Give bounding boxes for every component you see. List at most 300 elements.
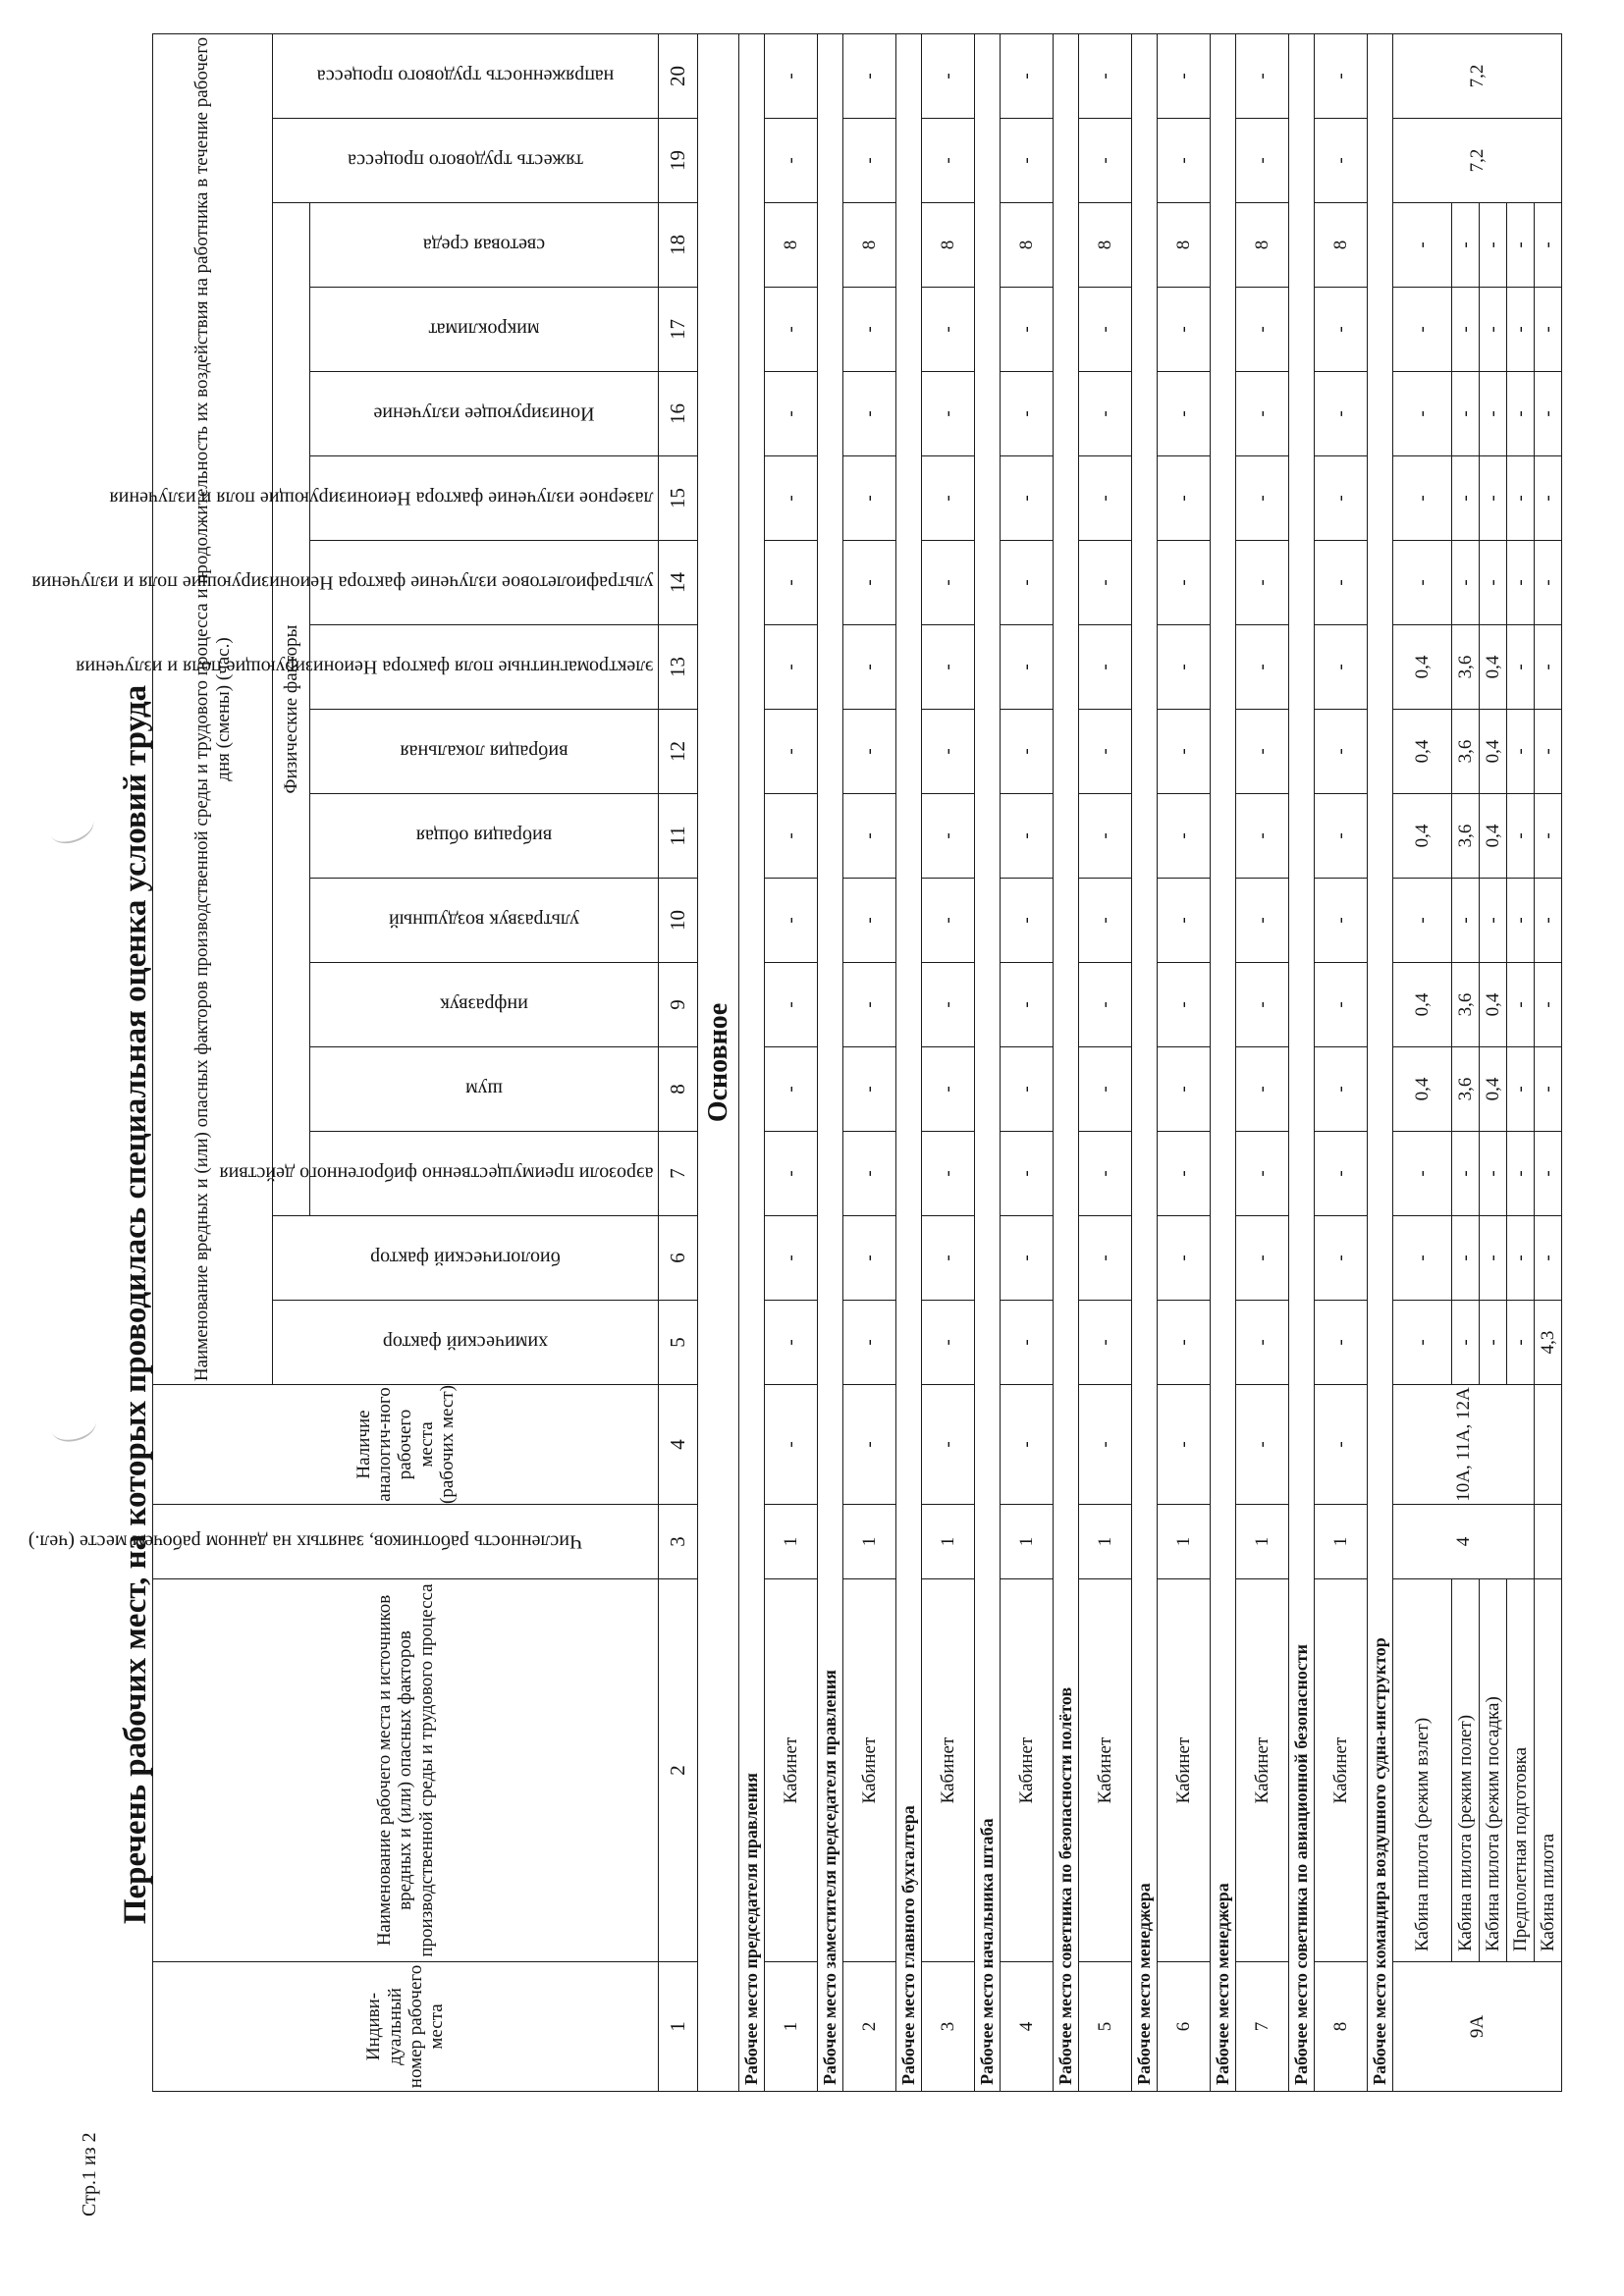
header-factor xyxy=(31,541,659,625)
factor-value: - xyxy=(1079,34,1132,119)
column-number: 9 xyxy=(659,963,698,1047)
factor-value: - xyxy=(1236,1047,1289,1132)
factor-value: - xyxy=(1393,372,1452,456)
factor-value: - xyxy=(1393,1301,1452,1385)
analog-workplace: - xyxy=(1158,1385,1211,1505)
factor-value: - xyxy=(1507,541,1535,625)
factor-value: - xyxy=(1236,710,1289,794)
factor-value: - xyxy=(1079,288,1132,372)
column-number: 12 xyxy=(659,710,698,794)
factor-value: - xyxy=(922,34,975,119)
source-name: Кабина пилота xyxy=(1535,1579,1562,1962)
workplace-id: 4 xyxy=(1001,1962,1054,2092)
factor-value: 3,6 xyxy=(1452,625,1480,710)
factor-value: - xyxy=(922,794,975,879)
header-factors-group: Наименование вредных и (или) опасных факторов производственной среды и трудового процесса и продолжительность их воздействия на работника в течение рабочего дня (смены) (час.) xyxy=(153,34,273,1385)
factor-value: - xyxy=(1315,1301,1368,1385)
factor-value: - xyxy=(922,1047,975,1132)
factor-value: - xyxy=(1393,203,1452,288)
factor-value: - xyxy=(765,288,818,372)
factor-value: - xyxy=(843,456,896,541)
header-name: Наименование рабочего места и источников вредных и (или) опасных факторов производственной среды и трудового процесса xyxy=(153,1579,659,1962)
factor-value: - xyxy=(765,1216,818,1301)
column-number: 6 xyxy=(659,1216,698,1301)
factor-value: - xyxy=(1079,625,1132,710)
worker-count: 1 xyxy=(1236,1505,1289,1579)
source-name: Кабинет xyxy=(843,1579,896,1962)
workplace-title: Рабочее место командира воздушного судна-инструктор xyxy=(1368,34,1393,2092)
factor-value: - xyxy=(765,963,818,1047)
factor-value: 4,3 xyxy=(1535,1301,1562,1385)
factor-value: - xyxy=(1079,794,1132,879)
workplace-data-row xyxy=(1480,34,1507,2092)
workplace-id: 1 xyxy=(765,1962,818,2092)
factor-value: - xyxy=(1507,456,1535,541)
factor-value: - xyxy=(1315,34,1368,119)
factor-value: - xyxy=(843,34,896,119)
factor-value: - xyxy=(765,1301,818,1385)
factor-value: - xyxy=(1236,119,1289,203)
header-factor xyxy=(310,794,659,879)
factor-value: - xyxy=(1315,541,1368,625)
column-number: 3 xyxy=(659,1505,698,1579)
factor-value: 0,4 xyxy=(1480,625,1507,710)
factor-value: - xyxy=(843,625,896,710)
header-factor xyxy=(273,1301,659,1385)
factor-value: - xyxy=(1480,541,1507,625)
workplace-data-row xyxy=(1001,34,1054,2092)
factor-value: - xyxy=(1315,963,1368,1047)
factor-value: - xyxy=(1079,119,1132,203)
header-factor-text: световая среда xyxy=(422,235,546,256)
factor-value: - xyxy=(922,288,975,372)
factor-value-napryazh: 7,2 xyxy=(1393,34,1562,119)
factor-value: - xyxy=(843,710,896,794)
source-name: Кабинет xyxy=(1236,1579,1289,1962)
column-number: 11 xyxy=(659,794,698,879)
factor-value: - xyxy=(1158,710,1211,794)
factor-value: 0,4 xyxy=(1480,1047,1507,1132)
workplace-id: 2 xyxy=(843,1962,896,2092)
factor-value: - xyxy=(1315,1047,1368,1132)
factor-value: - xyxy=(1452,203,1480,288)
factor-value: - xyxy=(1315,794,1368,879)
header-factor-text: микроклимат xyxy=(428,319,540,341)
factor-value: - xyxy=(922,1132,975,1216)
workplace-data-row xyxy=(1315,34,1368,2092)
factor-value: - xyxy=(1315,288,1368,372)
analog-workplace: - xyxy=(1315,1385,1368,1505)
factor-value: - xyxy=(1236,541,1289,625)
workplace-title: Рабочее место председателя правления xyxy=(739,34,765,2092)
factor-value: - xyxy=(1393,1132,1452,1216)
factor-value: - xyxy=(922,372,975,456)
factor-value: 0,4 xyxy=(1393,1047,1452,1132)
factor-value: - xyxy=(765,119,818,203)
factor-value: - xyxy=(1001,710,1054,794)
factor-value: - xyxy=(1315,456,1368,541)
column-number: 1 xyxy=(659,1962,698,2092)
factor-value: - xyxy=(843,1216,896,1301)
factor-value: - xyxy=(843,372,896,456)
worker-count: 1 xyxy=(1158,1505,1211,1579)
factor-value: - xyxy=(1535,203,1562,288)
workplace-title: Рабочее место заместителя председателя правления xyxy=(818,34,843,2092)
factor-value: - xyxy=(1507,1047,1535,1132)
analog-workplace: 10А, 11А, 12А xyxy=(1393,1385,1535,1505)
column-number: 18 xyxy=(659,203,698,288)
factor-value: - xyxy=(1079,710,1132,794)
header-analog: Наличие аналогич-ного рабочего места (рабочих мест) xyxy=(153,1385,659,1505)
factor-value: - xyxy=(1315,119,1368,203)
worker-count: 1 xyxy=(1001,1505,1054,1579)
factor-value: - xyxy=(1001,456,1054,541)
workplace-title: Рабочее место советника по безопасности полётов xyxy=(1054,34,1079,2092)
factor-value: - xyxy=(1079,963,1132,1047)
header-factor xyxy=(310,203,659,288)
workplace-title-row xyxy=(739,34,765,2092)
factor-value: 3,6 xyxy=(1452,794,1480,879)
factor-value: - xyxy=(1079,1132,1132,1216)
factor-value: 8 xyxy=(843,203,896,288)
factor-value: - xyxy=(1393,1216,1452,1301)
column-number-row xyxy=(659,34,698,2092)
factor-value: - xyxy=(1507,1132,1535,1216)
factor-value: 0,4 xyxy=(1393,963,1452,1047)
factor-value: - xyxy=(1480,1132,1507,1216)
factor-value: - xyxy=(1158,625,1211,710)
factor-value: - xyxy=(1001,372,1054,456)
document-title: Перечень рабочих мест, на которых проводилась специальная оценка условий труда xyxy=(118,684,153,1925)
workplace-data-row xyxy=(765,34,818,2092)
factor-value: - xyxy=(1507,203,1535,288)
analog-workplace xyxy=(1535,1385,1562,1505)
factor-value: - xyxy=(922,963,975,1047)
workplace-id: 8 xyxy=(1315,1962,1368,2092)
workplace-data-row xyxy=(1507,34,1535,2092)
factor-value: - xyxy=(765,541,818,625)
column-number: 19 xyxy=(659,119,698,203)
factor-value: - xyxy=(922,879,975,963)
workplace-title-row xyxy=(1211,34,1236,2092)
factor-value: - xyxy=(1158,456,1211,541)
factor-value: - xyxy=(1452,1216,1480,1301)
factor-value: - xyxy=(1315,879,1368,963)
factor-value: - xyxy=(1079,541,1132,625)
worker-count: 4 xyxy=(1393,1505,1535,1579)
header-factor xyxy=(273,119,659,203)
factor-value: - xyxy=(1535,625,1562,710)
factor-value: - xyxy=(1236,456,1289,541)
factor-value: 0,4 xyxy=(1480,963,1507,1047)
header-factor-text: аэрозоли преимущественно фиброгенного действия xyxy=(219,1163,654,1185)
factor-value: - xyxy=(1315,625,1368,710)
factor-value: - xyxy=(1535,456,1562,541)
factor-value: - xyxy=(1507,1216,1535,1301)
factor-value-tyazhest: 7,2 xyxy=(1393,119,1562,203)
section-banner-row xyxy=(698,34,739,2092)
factor-value: - xyxy=(1236,34,1289,119)
factor-value: - xyxy=(922,119,975,203)
column-number: 8 xyxy=(659,1047,698,1132)
header-factor xyxy=(310,879,659,963)
factor-value: - xyxy=(765,879,818,963)
factor-value: - xyxy=(1158,541,1211,625)
factor-value: - xyxy=(1158,794,1211,879)
workplace-data-row xyxy=(1236,34,1289,2092)
workplace-id: 7 xyxy=(1236,1962,1289,2092)
factor-value: - xyxy=(1393,879,1452,963)
factor-value: 0,4 xyxy=(1480,710,1507,794)
workplace-title: Рабочее место начальника штаба xyxy=(975,34,1001,2092)
factor-value: - xyxy=(1315,1216,1368,1301)
factor-value: - xyxy=(1236,1132,1289,1216)
factor-value: - xyxy=(765,1132,818,1216)
source-name: Кабина пилота (режим взлет) xyxy=(1393,1579,1452,1962)
factor-value: - xyxy=(1507,288,1535,372)
factor-value: - xyxy=(1452,1301,1480,1385)
factor-value: 8 xyxy=(765,203,818,288)
factor-value: - xyxy=(765,1047,818,1132)
factor-value: - xyxy=(1393,541,1452,625)
header-factor xyxy=(310,288,659,372)
factor-value: - xyxy=(1535,288,1562,372)
analog-workplace: - xyxy=(1001,1385,1054,1505)
factor-value: - xyxy=(1507,879,1535,963)
factor-value: - xyxy=(1236,963,1289,1047)
header-factor xyxy=(273,34,659,119)
factor-value: - xyxy=(1079,1047,1132,1132)
column-number: 13 xyxy=(659,625,698,710)
header-factor-text: биологический фактор xyxy=(370,1248,561,1269)
source-name: Кабина пилота (режим посадка) xyxy=(1480,1579,1507,1962)
analog-workplace: - xyxy=(1236,1385,1289,1505)
factor-value: - xyxy=(1507,1301,1535,1385)
factor-value: - xyxy=(765,456,818,541)
factor-value: 8 xyxy=(922,203,975,288)
worker-count: 1 xyxy=(843,1505,896,1579)
header-factor-text: тяжесть трудового процесса xyxy=(348,150,583,172)
factor-value: - xyxy=(843,1301,896,1385)
factor-value: - xyxy=(1236,1216,1289,1301)
factor-value: - xyxy=(1236,372,1289,456)
workplace-data-row xyxy=(1535,34,1562,2092)
factor-value: - xyxy=(1452,456,1480,541)
factor-value: - xyxy=(1535,879,1562,963)
factor-value: - xyxy=(1158,1047,1211,1132)
factor-value: - xyxy=(1480,1216,1507,1301)
factor-value: - xyxy=(1535,1132,1562,1216)
factor-value: - xyxy=(1079,1301,1132,1385)
factor-value: - xyxy=(1507,372,1535,456)
workplace-id: 6 xyxy=(1158,1962,1211,2092)
factor-value: - xyxy=(1001,1301,1054,1385)
factor-value: - xyxy=(1158,1301,1211,1385)
header-factor-text: напряженность трудового процесса xyxy=(316,66,615,87)
factor-value: - xyxy=(765,794,818,879)
factor-value: - xyxy=(1001,541,1054,625)
factor-value: - xyxy=(843,963,896,1047)
analog-workplace: - xyxy=(1079,1385,1132,1505)
factor-value: - xyxy=(1158,288,1211,372)
column-number: 15 xyxy=(659,456,698,541)
header-factor-text: лазерное излучение фактора Неионизирующие поля и излучения xyxy=(109,488,654,509)
header-factor-text: электромагнитные поля фактора Неионизирующие поля и излучения xyxy=(76,657,654,678)
analog-workplace: - xyxy=(922,1385,975,1505)
workplace-id: 3 xyxy=(922,1962,975,2092)
workplace-data-row xyxy=(1393,34,1452,2092)
factor-value: - xyxy=(1236,879,1289,963)
header-factor-text: шум xyxy=(465,1079,503,1100)
workplace-title-row xyxy=(1289,34,1315,2092)
workplace-title-row xyxy=(975,34,1001,2092)
factor-value: - xyxy=(1315,372,1368,456)
factor-value: - xyxy=(843,119,896,203)
header-factor xyxy=(273,1216,659,1301)
factor-value: - xyxy=(1452,541,1480,625)
factor-value: - xyxy=(1236,794,1289,879)
worker-count: 1 xyxy=(1315,1505,1368,1579)
factor-value: - xyxy=(765,625,818,710)
factor-value: - xyxy=(1452,879,1480,963)
source-name: Кабинет xyxy=(922,1579,975,1962)
factor-value: - xyxy=(1001,1216,1054,1301)
factor-value: - xyxy=(1315,710,1368,794)
header-row xyxy=(153,34,273,2092)
workplace-data-row xyxy=(843,34,896,2092)
header-factor-text: вибрация локальная xyxy=(400,741,568,763)
factor-value: 0,4 xyxy=(1393,625,1452,710)
factor-value: - xyxy=(1480,288,1507,372)
factor-value: - xyxy=(1535,710,1562,794)
workplace-title: Рабочее место советника по авиационной безопасности xyxy=(1289,34,1315,2092)
factor-value: - xyxy=(1001,34,1054,119)
workplace-title-row xyxy=(1368,34,1393,2092)
header-physical-group: Физические факторы xyxy=(273,203,310,1216)
factor-value: - xyxy=(1158,372,1211,456)
factor-value: - xyxy=(843,541,896,625)
column-number: 14 xyxy=(659,541,698,625)
factor-value: - xyxy=(1535,372,1562,456)
factor-value: - xyxy=(1535,963,1562,1047)
factor-value: - xyxy=(1393,456,1452,541)
header-factor-text: инфразвук xyxy=(440,994,528,1016)
factor-value: - xyxy=(922,625,975,710)
header-factor xyxy=(109,456,659,541)
column-number: 5 xyxy=(659,1301,698,1385)
source-name: Кабинет xyxy=(765,1579,818,1962)
header-count xyxy=(27,1505,659,1579)
workplace-title: Рабочее место главного бухгалтера xyxy=(896,34,922,2092)
header-factor xyxy=(219,1132,659,1216)
factor-value: - xyxy=(1507,625,1535,710)
factor-value: - xyxy=(1158,1132,1211,1216)
factor-value: - xyxy=(1236,1301,1289,1385)
column-number: 7 xyxy=(659,1132,698,1216)
factor-value: - xyxy=(1480,203,1507,288)
header-id: Индиви-дуальный номер рабочего места xyxy=(153,1962,659,2092)
page-number: Стр.1 из 2 xyxy=(79,2132,100,2216)
factor-value: - xyxy=(1158,34,1211,119)
source-name: Кабинет xyxy=(1158,1579,1211,1962)
factor-value: - xyxy=(922,710,975,794)
workplace-title: Рабочее место менеджера xyxy=(1211,34,1236,2092)
header-factor-text: Ионизирующее излучение xyxy=(373,403,595,425)
worker-count xyxy=(1535,1505,1562,1579)
factor-value: - xyxy=(1001,1132,1054,1216)
header-factor xyxy=(310,372,659,456)
factor-value: 3,6 xyxy=(1452,710,1480,794)
factor-value: - xyxy=(922,1301,975,1385)
workplace-title-row xyxy=(818,34,843,2092)
factor-value: - xyxy=(1452,372,1480,456)
factor-value: - xyxy=(1001,879,1054,963)
factor-value: 3,6 xyxy=(1452,1047,1480,1132)
factor-value: - xyxy=(1001,1047,1054,1132)
factor-value: - xyxy=(765,372,818,456)
header-factor-text: ультрафиолетовое излучение фактора Неионизирующие поля и излучения xyxy=(31,572,654,594)
analog-workplace: - xyxy=(765,1385,818,1505)
factor-value: 0,4 xyxy=(1393,794,1452,879)
workplace-id: 9А xyxy=(1393,1962,1562,2092)
factor-value: 8 xyxy=(1315,203,1368,288)
factor-value: - xyxy=(1480,456,1507,541)
workplace-title-row xyxy=(1054,34,1079,2092)
factor-value: - xyxy=(1079,372,1132,456)
header-factor xyxy=(310,963,659,1047)
worker-count: 1 xyxy=(1079,1505,1132,1579)
factor-value: - xyxy=(1315,1132,1368,1216)
factor-value: - xyxy=(1535,794,1562,879)
factor-value: 8 xyxy=(1236,203,1289,288)
factor-value: - xyxy=(1535,1047,1562,1132)
factor-value: - xyxy=(1158,1216,1211,1301)
factor-value: - xyxy=(1079,1216,1132,1301)
factor-value: 0,4 xyxy=(1480,794,1507,879)
worker-count: 1 xyxy=(765,1505,818,1579)
factor-value: - xyxy=(1001,794,1054,879)
factor-value: - xyxy=(1158,963,1211,1047)
factor-value: - xyxy=(1507,710,1535,794)
factor-value: - xyxy=(1480,1301,1507,1385)
source-name: Кабинет xyxy=(1001,1579,1054,1962)
workplace-title-row xyxy=(896,34,922,2092)
factor-value: 0,4 xyxy=(1393,710,1452,794)
workplace-id: 5 xyxy=(1079,1962,1132,2092)
column-number: 17 xyxy=(659,288,698,372)
header-factor-text: ультразвук воздушный xyxy=(389,910,579,932)
factor-value: - xyxy=(843,879,896,963)
factor-value: - xyxy=(843,288,896,372)
factor-value: - xyxy=(1236,625,1289,710)
factor-value: - xyxy=(765,34,818,119)
column-number: 10 xyxy=(659,879,698,963)
analog-workplace: - xyxy=(843,1385,896,1505)
factor-value: - xyxy=(1452,288,1480,372)
factor-value: - xyxy=(1001,963,1054,1047)
factor-value: 8 xyxy=(1079,203,1132,288)
factor-value: - xyxy=(843,1132,896,1216)
column-number: 16 xyxy=(659,372,698,456)
factor-value: - xyxy=(922,456,975,541)
factor-value: - xyxy=(922,541,975,625)
header-factor xyxy=(310,710,659,794)
source-name: Кабинет xyxy=(1315,1579,1368,1962)
factor-value: - xyxy=(1236,288,1289,372)
factor-value: - xyxy=(1158,879,1211,963)
section-banner: Основное xyxy=(698,34,739,2092)
workplace-title-row xyxy=(1132,34,1158,2092)
